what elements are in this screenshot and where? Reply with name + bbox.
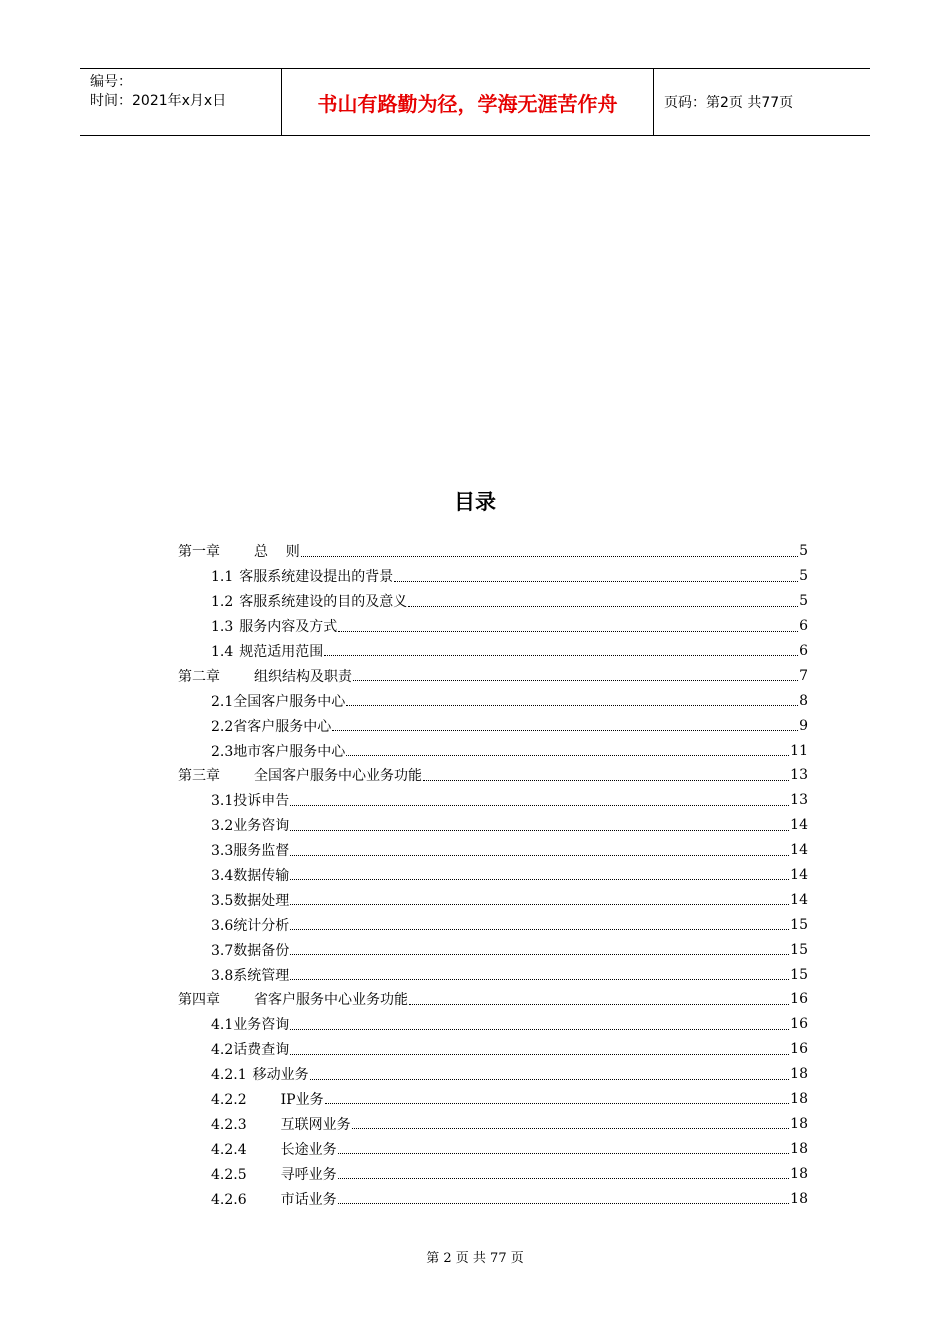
toc-leader-dots: [290, 805, 789, 806]
toc-entry-label: [211, 815, 289, 835]
toc-entry-page: 7: [799, 667, 808, 684]
toc-entry[interactable]: [178, 1161, 808, 1186]
toc-entry-page: 6: [799, 643, 808, 659]
toc-entry-label: [211, 741, 345, 761]
toc-entry[interactable]: [178, 589, 808, 614]
toc-entry[interactable]: [178, 887, 808, 912]
toc-entry-label: [211, 915, 289, 935]
toc-entry[interactable]: [178, 788, 808, 813]
toc-entry-label: [178, 989, 408, 1009]
toc-entry[interactable]: [178, 987, 808, 1012]
toc-entry-page: 16: [790, 1041, 808, 1058]
toc-entry[interactable]: [178, 614, 808, 639]
toc-leader-dots: [290, 904, 789, 905]
toc-entry-page: 18: [790, 1115, 808, 1132]
toc-entry-label: [211, 865, 289, 885]
toc-entry[interactable]: [178, 1136, 808, 1161]
toc-entry[interactable]: [178, 1111, 808, 1136]
toc-entry-number: 3.3: [211, 843, 234, 860]
toc-entry-label: [178, 666, 352, 686]
toc-entry-number: 1.4: [211, 644, 234, 660]
toc-leader-dots: [346, 755, 789, 756]
page-footer: 第 2 页 共 77 页: [426, 1251, 524, 1266]
toc-entry-label: [211, 616, 337, 636]
toc-entry-title: 客服系统建设的目的及意义: [239, 594, 408, 611]
toc-entry-title: 互联网业务: [280, 1116, 351, 1133]
toc-entry[interactable]: [178, 763, 808, 788]
toc-leader-dots: [290, 929, 789, 930]
toc-entry-title: 业务咨询: [233, 1017, 290, 1034]
toc-entry[interactable]: [178, 937, 808, 962]
toc-leader-dots: [290, 879, 789, 880]
toc-entry-number: 4.1: [211, 1017, 234, 1034]
toc-entry-label: [211, 1089, 324, 1109]
toc-entry-page: 16: [790, 1016, 808, 1033]
toc-entry[interactable]: [178, 863, 808, 888]
toc-leader-dots: [338, 1178, 790, 1179]
toc-leader-dots: [409, 1004, 789, 1005]
header-motto: 书山有路勤为径，学海无涯苦作舟: [282, 69, 654, 135]
toc-entry[interactable]: [178, 1062, 808, 1087]
toc-entry-title: 总 则: [254, 544, 300, 561]
toc-entry[interactable]: [178, 838, 808, 863]
toc-entry-number: 4.2.4: [211, 1141, 247, 1158]
toc-entry-page: 5: [799, 568, 808, 585]
toc-entry-page: 14: [790, 867, 808, 884]
toc-entry-page: 13: [790, 767, 808, 784]
toc-entry-page: 11: [790, 742, 808, 759]
toc-entry-title: 长途业务: [280, 1141, 337, 1158]
toc-entry-label: [211, 1064, 309, 1084]
toc-entry[interactable]: [178, 663, 808, 688]
toc-entry[interactable]: [178, 738, 808, 763]
toc-entry-page: 14: [790, 817, 808, 834]
toc-entry-label: [211, 691, 345, 711]
toc-leader-dots: [332, 730, 798, 731]
toc-leader-dots: [423, 780, 789, 781]
toc-entry[interactable]: [178, 688, 808, 713]
header-meta: [80, 69, 282, 135]
toc-entry-label: [211, 1014, 289, 1034]
toc-entry-page: 15: [790, 966, 808, 983]
header-date: 时间：2021年x月x日: [90, 93, 227, 109]
toc-entry-page: 6: [799, 618, 808, 635]
toc-entry-number: 3.6: [211, 917, 234, 934]
table-of-contents: [178, 539, 808, 1211]
toc-entry-label: [211, 890, 289, 910]
toc-entry-number: 3.4: [211, 868, 234, 885]
toc-entry-title: 投诉申告: [233, 793, 290, 810]
toc-entry[interactable]: [178, 539, 808, 564]
toc-entry[interactable]: [178, 912, 808, 937]
toc-leader-dots: [408, 606, 798, 607]
header-number-label: 编号：: [90, 74, 132, 90]
toc-entry-label: [211, 1039, 289, 1059]
toc-entry-page: 5: [799, 543, 808, 560]
toc-entry-page: 15: [790, 916, 808, 933]
toc-entry-number: 4.2.6: [211, 1191, 247, 1208]
toc-title: 目录: [454, 490, 496, 514]
toc-entry-page: 15: [790, 941, 808, 958]
toc-entry-title: 业务咨询: [233, 818, 290, 835]
toc-entry-title: IP业务: [280, 1092, 324, 1109]
toc-entry-number: 3.1: [211, 793, 234, 810]
toc-leader-dots: [324, 655, 798, 656]
toc-entry-label: [211, 1189, 337, 1209]
toc-entry-page: 18: [790, 1165, 808, 1182]
toc-entry[interactable]: [178, 1012, 808, 1037]
toc-entry[interactable]: [178, 962, 808, 987]
toc-entry-number: 1.1: [211, 569, 234, 586]
toc-entry-title: 数据备份: [233, 942, 290, 959]
toc-entry-number: 2.1: [211, 693, 234, 710]
toc-entry-title: 地市客户服务中心: [233, 743, 346, 760]
toc-entry-number: 1.3: [211, 619, 234, 636]
toc-entry-label: [211, 1114, 351, 1134]
toc-entry-title: 规范适用范围: [239, 644, 324, 660]
toc-entry-page: 14: [790, 891, 808, 908]
toc-entry-number: 4.2.2: [211, 1092, 247, 1109]
toc-entry-title: 全国客户服务中心: [233, 693, 346, 710]
toc-entry-page: 18: [790, 1190, 808, 1207]
toc-entry-number: 第二章: [178, 668, 220, 685]
toc-entry-number: 3.8: [211, 967, 234, 984]
toc-entry-label: [211, 1139, 337, 1159]
toc-entry-label: [211, 641, 323, 661]
toc-leader-dots: [290, 979, 789, 980]
toc-entry-label: [211, 965, 289, 985]
toc-entry-label: [178, 765, 422, 785]
toc-leader-dots: [290, 1054, 789, 1055]
toc-entry-number: 4.2.1: [211, 1067, 247, 1084]
toc-entry-title: 移动业务: [252, 1067, 309, 1084]
toc-leader-dots: [338, 1153, 790, 1154]
toc-entry-number: 第三章: [178, 768, 220, 785]
toc-entry[interactable]: [178, 813, 808, 838]
toc-entry-number: 4.2.5: [211, 1166, 247, 1183]
toc-entry-page: 18: [790, 1140, 808, 1157]
toc-leader-dots: [310, 1079, 790, 1080]
toc-entry-title: 话费查询: [233, 1042, 290, 1059]
toc-entry[interactable]: [178, 1037, 808, 1062]
header-page-info: 页码：第2页 共77页: [664, 95, 794, 111]
toc-leader-dots: [301, 556, 798, 557]
toc-entry-page: 14: [790, 842, 808, 859]
toc-entry-title: 数据传输: [233, 868, 290, 885]
toc-entry-number: 4.2: [211, 1042, 234, 1059]
toc-entry-title: 寻呼业务: [280, 1166, 337, 1183]
toc-entry-page: 18: [790, 1066, 808, 1083]
toc-leader-dots: [394, 581, 798, 582]
toc-entry-title: 系统管理: [233, 967, 290, 984]
toc-leader-dots: [290, 1029, 789, 1030]
toc-entry-label: [211, 566, 393, 586]
toc-entry-number: 2.2: [211, 718, 234, 735]
toc-leader-dots: [290, 830, 789, 831]
page-header: [80, 68, 870, 136]
toc-entry-label: [211, 940, 289, 960]
toc-entry-title: 统计分析: [233, 917, 290, 934]
toc-entry-label: [211, 790, 289, 810]
toc-entry-number: 4.2.3: [211, 1116, 247, 1133]
toc-leader-dots: [290, 954, 789, 955]
toc-entry-number: 1.2: [211, 594, 234, 611]
toc-entry-page: 16: [790, 991, 808, 1008]
toc-leader-dots: [338, 1203, 790, 1204]
toc-entry-number: 2.3: [211, 743, 234, 760]
toc-entry[interactable]: [178, 639, 808, 664]
toc-leader-dots: [353, 680, 798, 681]
toc-entry[interactable]: [178, 564, 808, 589]
toc-entry[interactable]: [178, 713, 808, 738]
toc-entry-title: 市话业务: [280, 1191, 337, 1208]
toc-leader-dots: [352, 1128, 790, 1129]
toc-entry-label: [211, 716, 331, 736]
toc-entry-title: 省客户服务中心: [233, 718, 332, 735]
toc-leader-dots: [325, 1103, 790, 1104]
toc-entry-title: 省客户服务中心业务功能: [254, 992, 408, 1009]
toc-leader-dots: [346, 705, 798, 706]
toc-entry-page: 8: [799, 692, 808, 709]
toc-leader-dots: [338, 631, 798, 632]
toc-entry-number: 第四章: [178, 992, 220, 1009]
toc-entry-title: 服务内容及方式: [239, 619, 338, 636]
toc-entry-label: [211, 840, 289, 860]
toc-entry[interactable]: [178, 1186, 808, 1211]
toc-entry-number: 3.5: [211, 892, 234, 909]
toc-entry-page: 9: [799, 717, 808, 734]
toc-entry-title: 全国客户服务中心业务功能: [254, 768, 422, 785]
toc-leader-dots: [290, 855, 789, 856]
toc-entry-number: 3.2: [211, 818, 234, 835]
toc-entry-label: [178, 541, 300, 561]
toc-entry-title: 服务监督: [233, 843, 290, 860]
toc-entry-page: 13: [790, 792, 808, 809]
toc-entry-title: 数据处理: [233, 892, 290, 909]
toc-entry-page: 18: [790, 1091, 808, 1108]
toc-entry-number: 第一章: [178, 544, 220, 561]
toc-entry[interactable]: [178, 1087, 808, 1112]
toc-entry-label: [211, 1164, 337, 1184]
toc-entry-title: 组织结构及职责: [254, 668, 352, 685]
toc-entry-label: [211, 591, 407, 611]
toc-entry-number: 3.7: [211, 942, 234, 959]
toc-entry-title: 客服系统建设提出的背景: [239, 569, 394, 586]
toc-entry-page: 5: [799, 593, 808, 610]
